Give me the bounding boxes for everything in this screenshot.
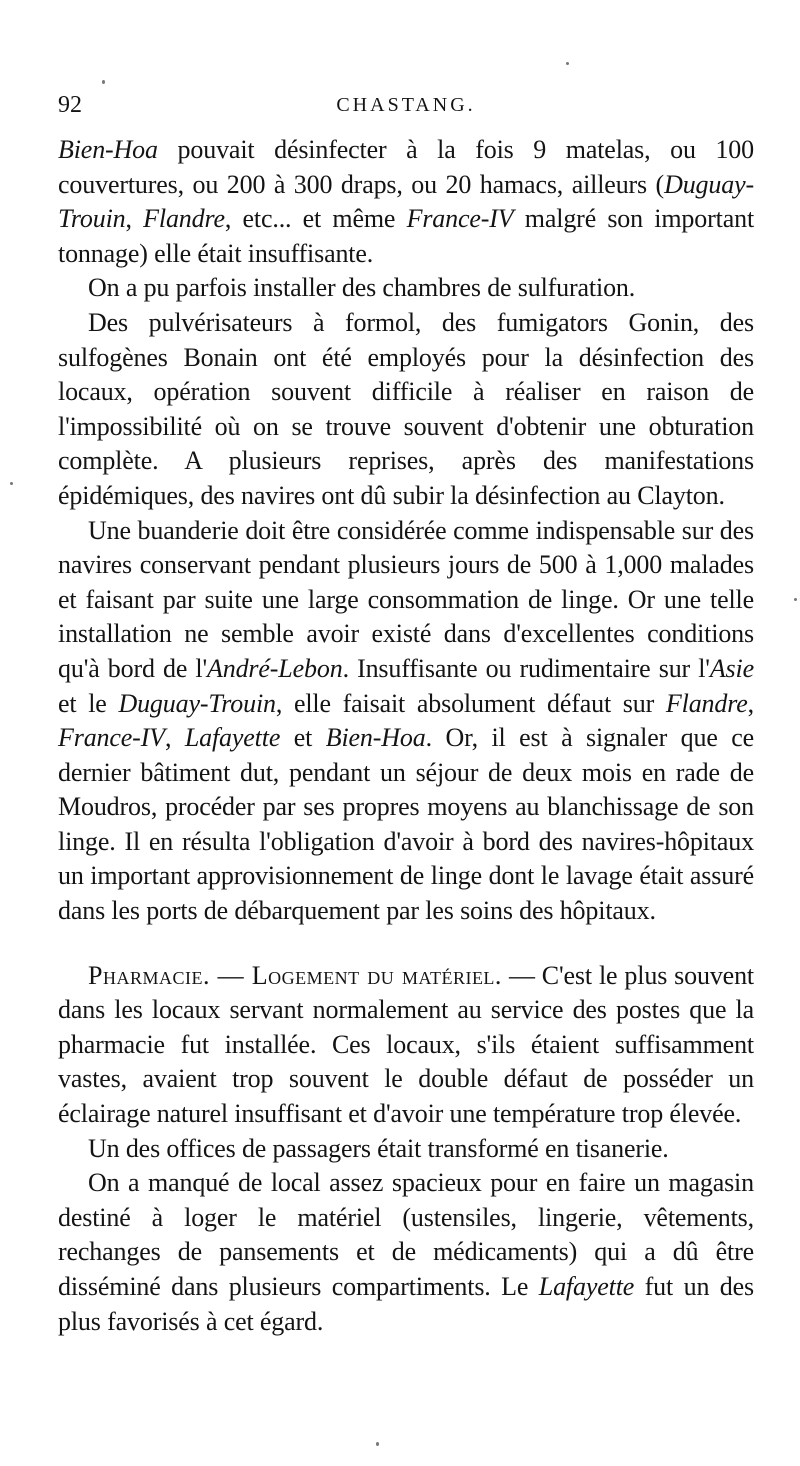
text-run: Une buanderie doit être considérée comme indispensable sur des navires conservant pendant plusieurs jours de 500 à 1,000 malades et faisant par suite une large consommation de linge. Or une telle installation ne semble avoir existé dans d'excellentes conditions qu'à bord de l' [58, 515, 754, 683]
text-run: — C'est le plus souvent dans les locaux servant normalement au service des postes que la pharmacie fut installée. Ces locaux, s'ils étaient suffisamment vastes, avaient trop souvent le double défaut de posséder un éclairage naturel insuffisant et d'avoir une température trop élevée. [58, 960, 754, 1129]
scan-speck [10, 482, 13, 485]
italic-text: Bien-Hoa [325, 723, 426, 753]
text-run: fut un des plus favorisés à cet égard. [58, 1272, 755, 1336]
text-run: , [747, 688, 754, 718]
paragraph [58, 1166, 754, 1339]
text-run: et le [58, 688, 119, 718]
italic-text: Lafayette [184, 723, 281, 753]
text-run: On a manqué de local assez spacieux pour en faire un magasin destiné à loger le matériel (ustensiles, lingerie, vêtements, rechanges de pansements et de médicaments) qui a dû être disséminé dans plusieurs compartiments. Le [58, 1168, 754, 1301]
text-run: Des pulvérisateurs à formol, des fumigators Gonin, des sulfogènes Bonain ont été employés pour la désinfection des locaux, opération souvent difficile à réaliser en raison de l'impossibilité où on se trouve souvent d'obtenir une obturation complète. A plusieurs reprises, après des manifestations épidémiques, des navires ont dû subir la désinfection au Clayton. [58, 307, 754, 510]
scan-speck [794, 598, 797, 601]
scan-speck [376, 1442, 379, 1446]
text-run: , etc... et même [224, 204, 407, 234]
section-heading: Pharmacie. — Logement du matériel. [88, 960, 502, 990]
italic-text: Duguay-Trouin [58, 169, 754, 234]
text-run: . Or, il est à signaler que ce dernier bâtiment dut, pendant un séjour de deux mois en rade de Moudros, procéder par ses propres moyens au blanchissage de son linge. Il en résulta l'obligation d'avoir à bord des navires-hôpitaux un important approvisionnement de linge dont le lavage était assuré dans les ports de débarquement par les soins des hôpitaux. [58, 723, 755, 926]
italic-text: Asie [709, 653, 754, 683]
italic-text: André-Lebon [207, 653, 343, 683]
scan-speck [566, 62, 569, 65]
paragraph [58, 306, 754, 514]
text-run: , [164, 723, 185, 753]
page-number: 92 [58, 92, 82, 118]
italic-text: Lafayette [538, 1272, 635, 1301]
section-paragraph [58, 959, 754, 1132]
paragraph [58, 1132, 754, 1167]
italic-text: Flandre [665, 688, 748, 718]
text-run: Un des offices de passagers était transformé en tisanerie. [88, 1133, 669, 1163]
text-run: . Insuffisante ou rudimentaire sur l' [342, 653, 710, 683]
text-run: , elle faisait absolument défaut sur [275, 688, 666, 718]
page-header [58, 92, 754, 122]
italic-text: Flandre [143, 204, 225, 234]
text-run: malgré son important tonnage) elle était insuffisante. [58, 204, 755, 268]
paragraph [58, 514, 754, 929]
text-run: pouvait désinfecter à la fois 9 matelas, ou 100 couvertures, ou 200 à 300 draps, ou 20 hamacs, ailleurs ( [58, 135, 754, 199]
text-run: , [125, 204, 144, 234]
italic-text: France-IV [58, 723, 165, 753]
running-head: CHASTANG. [336, 94, 476, 116]
body-text [58, 133, 754, 1339]
italic-text: Bien-Hoa [58, 135, 158, 164]
paragraph [58, 271, 754, 306]
text-run: et [280, 723, 326, 753]
italic-text: Duguay-Trouin [118, 688, 276, 718]
paragraph [58, 133, 754, 271]
text-run: On a pu parfois installer des chambres de sulfuration. [88, 273, 636, 303]
italic-text: France-IV [406, 204, 514, 234]
scan-speck [102, 80, 105, 84]
